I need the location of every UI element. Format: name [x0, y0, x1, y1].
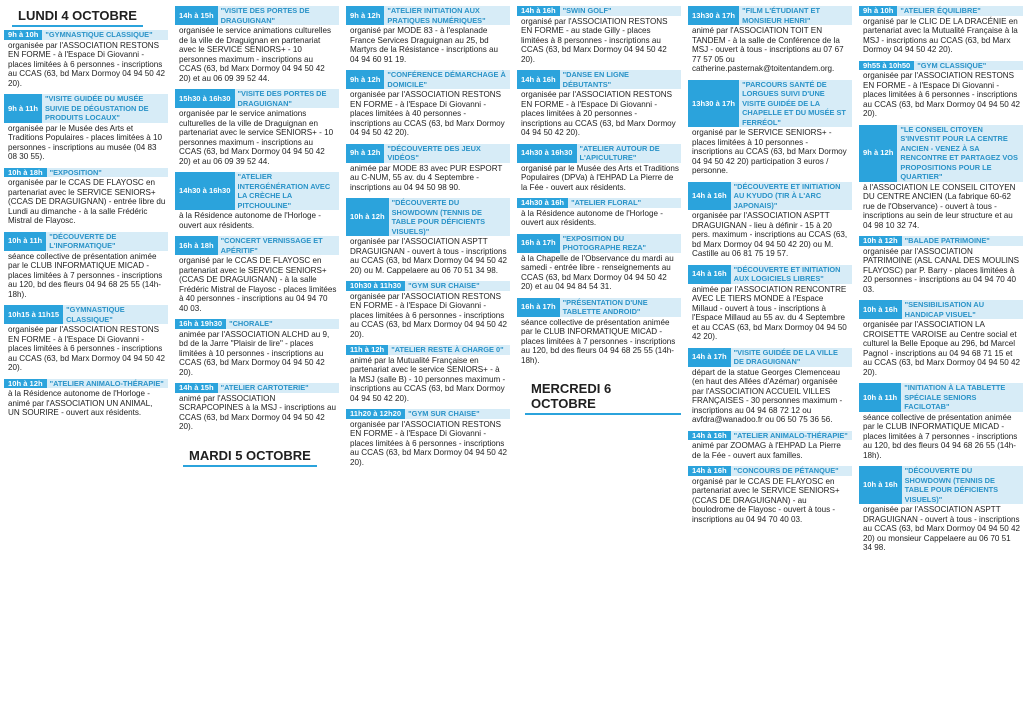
event-header — [859, 466, 1023, 504]
program-column-2 — [175, 6, 339, 722]
event-entry — [688, 6, 852, 74]
event-title: "PARCOURS SANTÉ DE LORGUES SUIVI D'UNE VISITE GUIDÉE DE LA CHAPELLE ET DU MUSÉE ST FERRÉOL" — [739, 80, 852, 128]
event-time-badge: 11h à 12h — [346, 345, 388, 355]
event-title: "VISITE GUIDÉE DU MUSÉE SUIVIE DE DÉGUSTATION DE PRODUITS LOCAUX" — [42, 94, 168, 123]
event-description: organisée par l'ASSOCIATION ASPTT DRAGUIGNAN - ouvert à tous - inscriptions au CCAS (63, bd Marx Dormoy 04 94 50 42 20) ou monsieur Cappelaere au 06 70 51 34 98. — [863, 505, 1021, 552]
event-header — [859, 61, 1023, 71]
event-title: "CONFÉRENCE DÉMARCHAGE À DOMICILE" — [384, 70, 510, 89]
event-entry — [4, 232, 168, 300]
event-description: organisée par l'ASSOCIATION LA CROISETTE VAROISE au Centre social et culturel la Belle Epoque au 296, bd Marcel Pagnol - inscriptions au 04 94 68 71 15 et au CCAS (63, bd Marx Dormoy 04 94 50 42 20). — [863, 320, 1021, 377]
event-title: "DÉCOUVERTE DES JEUX VIDÉOS" — [384, 144, 510, 163]
event-header — [346, 345, 510, 355]
event-description: à la Résidence autonome de l'Horloge - ouvert aux résidents. — [521, 208, 663, 227]
event-description: organisée par le service animations culturelles de la ville de Draguignan en partenariat avec le service SENIORS+ - 10 personnes maximum - inscriptions au CCAS (63, bd Marx Dormoy 04 94 50 42 20) et au 06 09 39 52 44. — [179, 109, 334, 166]
event-title: "DÉCOUVERTE DU SHOWDOWN (TENNIS DE TABLE POUR DÉFICIENTS VISUELS)" — [902, 466, 1023, 504]
event-header — [688, 431, 852, 441]
event-entry — [346, 144, 510, 193]
event-title: "VISITE DES PORTES DE DRAGUIGNAN" — [218, 6, 339, 25]
event-description: à la Résidence autonome de l'Horloge - animé par l'ASSOCIATION UN ANIMAL, UN SOURIRE - ouvert aux résidents. — [8, 389, 153, 417]
program-column-4 — [517, 6, 681, 722]
event-header — [517, 234, 681, 253]
event-title: "VISITE DES PORTES DE DRAGUIGNAN" — [235, 89, 339, 108]
event-description: organisée par l'ASSOCIATION PATRIMOINE (ASL CANAL DES MOULINS FLAYOSC) par P. Barry - places limitées à 20 personnes - inscriptions au 04 94 70 40 03. — [863, 246, 1020, 294]
event-title: "EXPOSITION DU PHOTOGRAPHE REZA" — [560, 234, 681, 253]
event-title: "ATELIER INITIATION AUX PRATIQUES NUMÉRIQUES" — [384, 6, 510, 25]
event-header — [688, 80, 852, 128]
event-header — [4, 379, 168, 389]
event-title: "FILM L'ÉTUDIANT ET MONSIEUR HENRI" — [739, 6, 852, 25]
event-title: "DÉCOUVERTE DE L'INFORMATIQUE" — [46, 232, 168, 251]
event-title: "PRÉSENTATION D'UNE TABLETTE ANDROID" — [560, 298, 681, 317]
event-entry — [346, 198, 510, 275]
event-description: organisée par l'ASSOCIATION RESTONS EN FORME - à l'Espace Di Giovanni - places limitées à 6 personnes - inscriptions au CCAS (63, bd Marx Dormoy 04 94 50 42 20). — [8, 325, 166, 372]
event-entry — [4, 379, 168, 418]
event-header — [4, 232, 168, 251]
event-title: "ATELIER AUTOUR DE L'APICULTURE" — [577, 144, 681, 163]
event-header — [346, 144, 510, 163]
event-entry — [346, 409, 510, 467]
event-time-badge: 14h à 16h — [688, 265, 731, 284]
event-header — [859, 300, 1023, 319]
event-entry — [175, 172, 339, 230]
event-time-badge: 9h à 11h — [4, 94, 42, 123]
event-description: organisé par le Musée des Arts et Traditions Populaires (DPVa) à l'EHPAD La Pierre de la Fée - ouvert aux résidents. — [521, 163, 679, 192]
event-entry — [517, 6, 681, 64]
event-header — [517, 144, 681, 163]
event-description: organisée par l'ASSOCIATION RESTONS EN FORME - à l'Espace Di Giovanni - places limitées à 6 personnes - inscriptions au CCAS (63, bd Marx Dormoy 04 94 50 42 20). — [350, 291, 508, 339]
event-time-badge: 10h à 16h — [859, 300, 902, 319]
event-time-badge: 10h à 18h — [4, 168, 47, 178]
event-title: "CONCOURS DE PÉTANQUE" — [731, 466, 852, 476]
event-time-badge: 16h à 19h30 — [175, 319, 226, 329]
event-entry — [517, 198, 681, 228]
event-description: à l'ASSOCIATION LE CONSEIL CITOYEN DU CENTRE ANCIEN (La fabrique 60-62 rue de l'Observance) - ouvert à tous - inscriptions au sein de leur structure et au 04 98 10 32 74. — [863, 182, 1016, 230]
event-header — [346, 198, 510, 236]
event-description: organisée par l'ASSOCIATION RESTONS EN FORME - à l'Espace Di Giovanni - places limitées à 40 personnes - inscriptions au CCAS (63, bd Marx Dormoy 04 94 50 42 20). — [350, 90, 505, 137]
event-entry — [859, 125, 1023, 231]
event-header — [4, 94, 168, 123]
event-time-badge: 13h30 à 17h — [688, 80, 739, 128]
event-title: "GYM SUR CHAISE" — [405, 409, 510, 419]
event-title: "GYM SUR CHAISE" — [405, 281, 510, 291]
event-description: organisée par l'ASSOCIATION ASPTT DRAGUIGNAN - ouvert à tous - inscriptions au CCAS (63, bd Marx Dormoy 04 94 50 42 20) ou M. Cappelaere au 06 70 51 34 98. — [350, 237, 508, 275]
event-header — [688, 6, 852, 25]
event-time-badge: 11h20 à 12h20 — [346, 409, 405, 419]
event-time-badge: 9h55 à 10h50 — [859, 61, 914, 71]
event-header — [346, 281, 510, 291]
program-column-3 — [346, 6, 510, 722]
event-title: "ATELIER ANIMALO-THÉRAPIE" — [47, 379, 168, 389]
event-description: organisé par le CCAS DE FLAYOSC en partenariat avec le SERVICE SENIORS+ (CCAS DE DRAGUIGNAN) - au boulodrome de Flayosc - ouvert à tous - inscriptions au 04 94 70 40 03. — [692, 476, 840, 524]
event-time-badge: 9h à 10h — [4, 30, 42, 40]
event-title: "ATELIER CARTOTERIE" — [218, 383, 339, 393]
event-title: "ATELIER RESTE À CHARGE 0" — [388, 345, 510, 355]
event-entry — [4, 94, 168, 162]
event-time-badge: 15h30 à 16h30 — [175, 89, 235, 108]
event-title: "GYM CLASSIQUE" — [914, 61, 1023, 71]
event-time-badge: 14h30 à 16h — [517, 198, 568, 208]
event-header — [517, 298, 681, 317]
event-title: "GYMNASTIQUE CLASSIQUE" — [42, 30, 168, 40]
program-column-1 — [4, 6, 168, 722]
event-time-badge: 14h à 17h — [688, 348, 731, 367]
event-time-badge: 9h à 12h — [346, 6, 384, 25]
event-entry — [175, 236, 339, 313]
event-title: "CONCERT VERNISSAGE ET APÉRITIF" — [218, 236, 339, 255]
day-heading: MARDI 5 OCTOBRE — [183, 446, 317, 467]
event-title: "SWIN GOLF" — [560, 6, 681, 16]
event-entry — [4, 168, 168, 226]
event-header — [859, 236, 1023, 246]
event-time-badge: 10h à 12h — [859, 236, 902, 246]
event-header — [859, 383, 1023, 412]
event-header — [175, 6, 339, 25]
event-description: organisée par l'ASSOCIATION RESTONS EN FORME - à l'Espace Di Giovanni - places limitées à 20 personnes - inscriptions au CCAS (63, bd Marx Dormoy 04 94 50 42 20). — [521, 90, 676, 137]
event-description: organisé par le CCAS DE FLAYOSC en partenariat avec le SERVICE SENIORS+ (CCAS DE DRAGUIGNAN) - à la salle Frédéric Mistral de Flayosc - places limitées à 40 personnes - inscriptions au 04 94 70 40 03. — [179, 256, 337, 313]
event-time-badge: 10h à 11h — [859, 383, 901, 412]
event-time-badge: 10h à 12h — [4, 379, 47, 389]
event-title: "GYMNASTIQUE CLASSIQUE" — [63, 305, 168, 324]
event-description: séance collective de présentation animée par le CLUB INFORMATIQUE MICAD - places limitées à 7 personnes - inscriptions au 120, bd des fleurs 04 94 68 26 55 (14h-18h). — [863, 412, 1018, 460]
event-entry — [175, 89, 339, 166]
event-description: animé par ZOOMAG à l'EHPAD La Pierre de la Fée - ouvert aux familles. — [692, 441, 841, 460]
event-description: animé par l'ASSOCIATION TOIT EN TANDEM - à la salle de Conférence de la MSJ - ouvert à tous - inscriptions au 07 67 77 57 05 ou catherine.pasternak@toitentandem.org. — [692, 26, 844, 73]
event-entry — [859, 300, 1023, 377]
event-description: animée par l'ASSOCIATION ALCHD au 9, bd de la Jarre "Plaisir de lire" - places limitées à 10 personnes - inscriptions au CCAS (63, bd Marx Dormoy 04 94 50 42 20). — [179, 329, 330, 377]
event-description: départ de la statue Georges Clemenceau (en haut des Allées d'Azémar) organisée par l'ASSOCIATION ACCUEIL VILLES FRANÇAISES - 30 personnes maximum - inscriptions au 04 94 68 72 12 ou avfdra@wanadoo.fr ou 06 50 75 36 56. — [692, 367, 843, 424]
event-description: animée par l'ASSOCIATION RENCONTRE AVEC LE TIERS MONDE à l'Espace Millaud - ouvert à tous - inscriptions à l'Espace Millaud au 55 av. du 4 Septembre et au CCAS (63, bd Marx Dormoy 04 94 50 42 20). — [692, 284, 847, 341]
event-title: "CHORALE" — [226, 319, 339, 329]
event-header — [688, 466, 852, 476]
event-entry — [688, 182, 852, 259]
event-entry — [517, 70, 681, 138]
event-description: organisé par le SERVICE SENIORS+ - places limitées à 10 personnes - inscriptions au CCAS (63, bd Marx Dormoy 04 94 50 42 20) participation 3 euros / personne. — [692, 128, 847, 175]
event-title: "ATELIER ANIMALO-THÉRAPIE" — [731, 431, 852, 441]
event-description: organisée par l'ASSOCIATION ASPTT DRAGUIGNAN - lieu à définir - 15 à 20 pers. maximum - inscriptions au CCAS (63, bd Marx Dormoy 04 94 50 42 20) ou M. Castille au 06 81 75 19 57. — [692, 211, 848, 258]
event-entry — [688, 348, 852, 425]
event-title: "DANSE EN LIGNE DÉBUTANTS" — [560, 70, 681, 89]
event-title: "DÉCOUVERTE ET INITIATION AUX LOGICIELS LIBRES" — [731, 265, 852, 284]
event-description: organisée par l'ASSOCIATION RESTONS EN FORME - à l'Espace Di Giovanni - places limitées à 6 personnes - inscriptions au CCAS (63, bd Marx Dormoy 04 94 50 42 20). — [350, 419, 508, 467]
event-time-badge: 14h à 16h — [517, 6, 560, 16]
event-description: organisé par le CLIC DE LA DRACÉNIE en partenariat avec la Mutualité Française à la MSJ - inscriptions au CCAS (63, bd Marx Dormoy 04 94 50 42 20). — [863, 16, 1018, 54]
event-description: organisée par le Musée des Arts et Traditions Populaires - places limitées à 10 personnes - inscriptions au musée (04 83 08 30 55). — [8, 123, 163, 161]
event-description: animé par l'ASSOCIATION SCRAPCOPINES à la MSJ - inscriptions au CCAS (63, bd Marx Dormoy 04 94 50 42 20). — [179, 393, 336, 431]
event-title: "LE CONSEIL CITOYEN S'INVESTIT POUR LA CENTRE ANCIEN - VENEZ À SA RENCONTRE ET PARTAGEZ VOS PROPOSITIONS POUR LE QUARTIER" — [897, 125, 1023, 182]
event-entry — [688, 80, 852, 176]
event-title: "ATELIER FLORAL" — [568, 198, 681, 208]
event-header — [517, 70, 681, 89]
event-header — [175, 319, 339, 329]
event-description: à la Résidence autonome de l'Horloge - ouvert aux résidents. — [179, 211, 321, 230]
event-entry — [688, 466, 852, 524]
event-title: "EXPOSITION" — [47, 168, 168, 178]
event-header — [346, 70, 510, 89]
event-description: animé par la Mutualité Française en partenariat avec le service SENIORS+ - à la MSJ (salle B) - 10 personnes maximum - inscriptions au CCAS (63, bd Marx Dormoy 04 94 50 42 20). — [350, 355, 506, 403]
event-header — [175, 383, 339, 393]
event-header — [859, 125, 1023, 182]
event-header — [175, 236, 339, 255]
event-entry — [346, 70, 510, 138]
event-time-badge: 16h à 17h — [517, 298, 560, 317]
event-description: animée par MODE 83 avec PUR ESPORT au C-NUM, 55 av. du 4 Septembre - inscriptions au 04 94 50 98 90. — [350, 163, 503, 192]
event-header — [175, 89, 339, 108]
day-heading: MERCREDI 6 OCTOBRE — [525, 379, 681, 415]
program-column-6 — [859, 6, 1023, 722]
event-time-badge: 10h15 à 11h15 — [4, 305, 63, 324]
event-time-badge: 14h à 16h — [517, 70, 560, 89]
event-time-badge: 14h30 à 16h30 — [517, 144, 577, 163]
event-title: "DÉCOUVERTE DU SHOWDOWN (TENNIS DE TABLE POUR DÉFICIENTS VISUELS)" — [389, 198, 510, 236]
event-time-badge: 14h à 16h — [688, 466, 731, 476]
event-entry — [175, 319, 339, 377]
event-title: "VISITE GUIDÉE DE LA VILLE DE DRAGUIGNAN" — [731, 348, 852, 367]
event-title: "ATELIER ÉQUILIBRE" — [897, 6, 1023, 16]
event-time-badge: 14h à 16h — [688, 431, 731, 441]
event-entry — [346, 281, 510, 339]
event-entry — [175, 383, 339, 432]
event-entry — [859, 61, 1023, 119]
event-header — [517, 198, 681, 208]
day-heading: LUNDI 4 OCTOBRE — [12, 6, 143, 27]
event-description: séance collective de présentation animée par le CLUB INFORMATIQUE MICAD - places limitées à 7 personnes - inscriptions au 120, bd des fleurs 04 94 68 25 55 (14h-18h). — [8, 251, 163, 299]
event-entry — [859, 466, 1023, 553]
event-entry — [517, 298, 681, 366]
event-time-badge: 9h à 10h — [859, 6, 897, 16]
event-entry — [517, 234, 681, 292]
event-header — [346, 6, 510, 25]
event-header — [175, 172, 339, 210]
event-description: organisée le service animations culturelles de la ville de Draguignan en partenariat avec le SERVICE SENIORS+ - 10 personnes maximum - inscriptions au CCAS (63, bd Marx Dormoy 04 94 50 42 20) et au 06 09 39 52 44. — [179, 26, 332, 83]
event-time-badge: 10h30 à 11h30 — [346, 281, 405, 291]
event-description: organisé par l'ASSOCIATION RESTONS EN FORME - au stade Gilly - places limitées à 8 personnes - inscriptions au CCAS (63, bd Marx Dormoy 04 94 50 42 20). — [521, 16, 668, 64]
event-header — [4, 305, 168, 324]
event-header — [4, 30, 168, 40]
event-header — [688, 182, 852, 211]
event-time-badge: 14h à 15h — [175, 6, 218, 25]
event-header — [346, 409, 510, 419]
event-entry — [859, 383, 1023, 460]
event-entry — [4, 30, 168, 88]
event-header — [688, 348, 852, 367]
event-description: séance collective de présentation animée par le CLUB INFORMATIQUE MICAD - places limitées à 7 personnes - inscriptions au 120, bd des fleurs 04 94 68 25 55 (14h-18h). — [521, 317, 676, 365]
event-entry — [346, 6, 510, 64]
event-entry — [4, 305, 168, 373]
event-time-badge: 14h à 15h — [175, 383, 218, 393]
event-title: "SENSIBILISATION AU HANDICAP VISUEL" — [902, 300, 1023, 319]
event-header — [859, 6, 1023, 16]
program-column-5 — [688, 6, 852, 722]
event-time-badge: 10h à 12h — [346, 198, 389, 236]
event-time-badge: 9h à 12h — [346, 70, 384, 89]
event-entry — [859, 6, 1023, 55]
event-header — [517, 6, 681, 16]
event-time-badge: 9h à 12h — [859, 125, 897, 182]
event-title: "BALADE PATRIMOINE" — [902, 236, 1023, 246]
event-entry — [688, 431, 852, 461]
event-description: organisée par le CCAS DE FLAYOSC en partenariat avec le SERVICE SENIORS+ (CCAS DE DRAGUIGNAN) - entrée libre du Lundi au dimanche - à la salle Frédéric Mistral de Flayosc. — [8, 178, 166, 225]
event-header — [4, 168, 168, 178]
event-time-badge: 16h à 17h — [517, 234, 560, 253]
event-time-badge: 10h à 16h — [859, 466, 902, 504]
event-time-badge: 16h à 18h — [175, 236, 218, 255]
event-title: "ATELIER INTERGÉNÉRATION AVEC LA CRÈCHE LA PITCHOULINE" — [235, 172, 339, 210]
event-time-badge: 9h à 12h — [346, 144, 384, 163]
event-time-badge: 14h à 16h — [688, 182, 731, 211]
event-time-badge: 13h30 à 17h — [688, 6, 739, 25]
event-description: organisée par l'ASSOCIATION RESTONS EN FORME - à l'Espace Di Giovanni - places limitées à 6 personnes - inscriptions au CCAS (63, bd Marx Dormoy 04 94 50 42 20). — [863, 71, 1021, 118]
event-entry — [346, 345, 510, 403]
event-time-badge: 10h à 11h — [4, 232, 46, 251]
event-description: organisée par l'ASSOCIATION RESTONS EN FORME - à l'Espace Di Giovanni - places limitées à 6 personnes - inscriptions au CCAS (63, bd Marx Dormoy 04 94 50 42 20). — [8, 40, 166, 88]
event-time-badge: 14h30 à 16h30 — [175, 172, 235, 210]
event-entry — [859, 236, 1023, 294]
event-header — [688, 265, 852, 284]
event-entry — [688, 265, 852, 342]
event-description: à la Chapelle de l'Observance du mardi au samedi - entrée libre - renseignements au CCAS (63, bd Marx Dormoy 04 94 50 42 20) et au 04 94 84 54 31. — [521, 253, 674, 291]
event-entry — [175, 6, 339, 83]
event-entry — [517, 144, 681, 193]
event-title: "INITIATION À LA TABLETTE SPÉCIALE SENIORS FACILOTAB" — [901, 383, 1023, 412]
event-description: organisé par MODE 83 - à l'esplanade France Services Draguignan au 25, bd Martyrs de la Résistance - inscriptions au 04 94 60 91 19. — [350, 26, 498, 64]
event-title: "DÉCOUVERTE ET INITIATION AU KYUDO (TIR À L'ARC JAPONAIS)" — [731, 182, 852, 211]
